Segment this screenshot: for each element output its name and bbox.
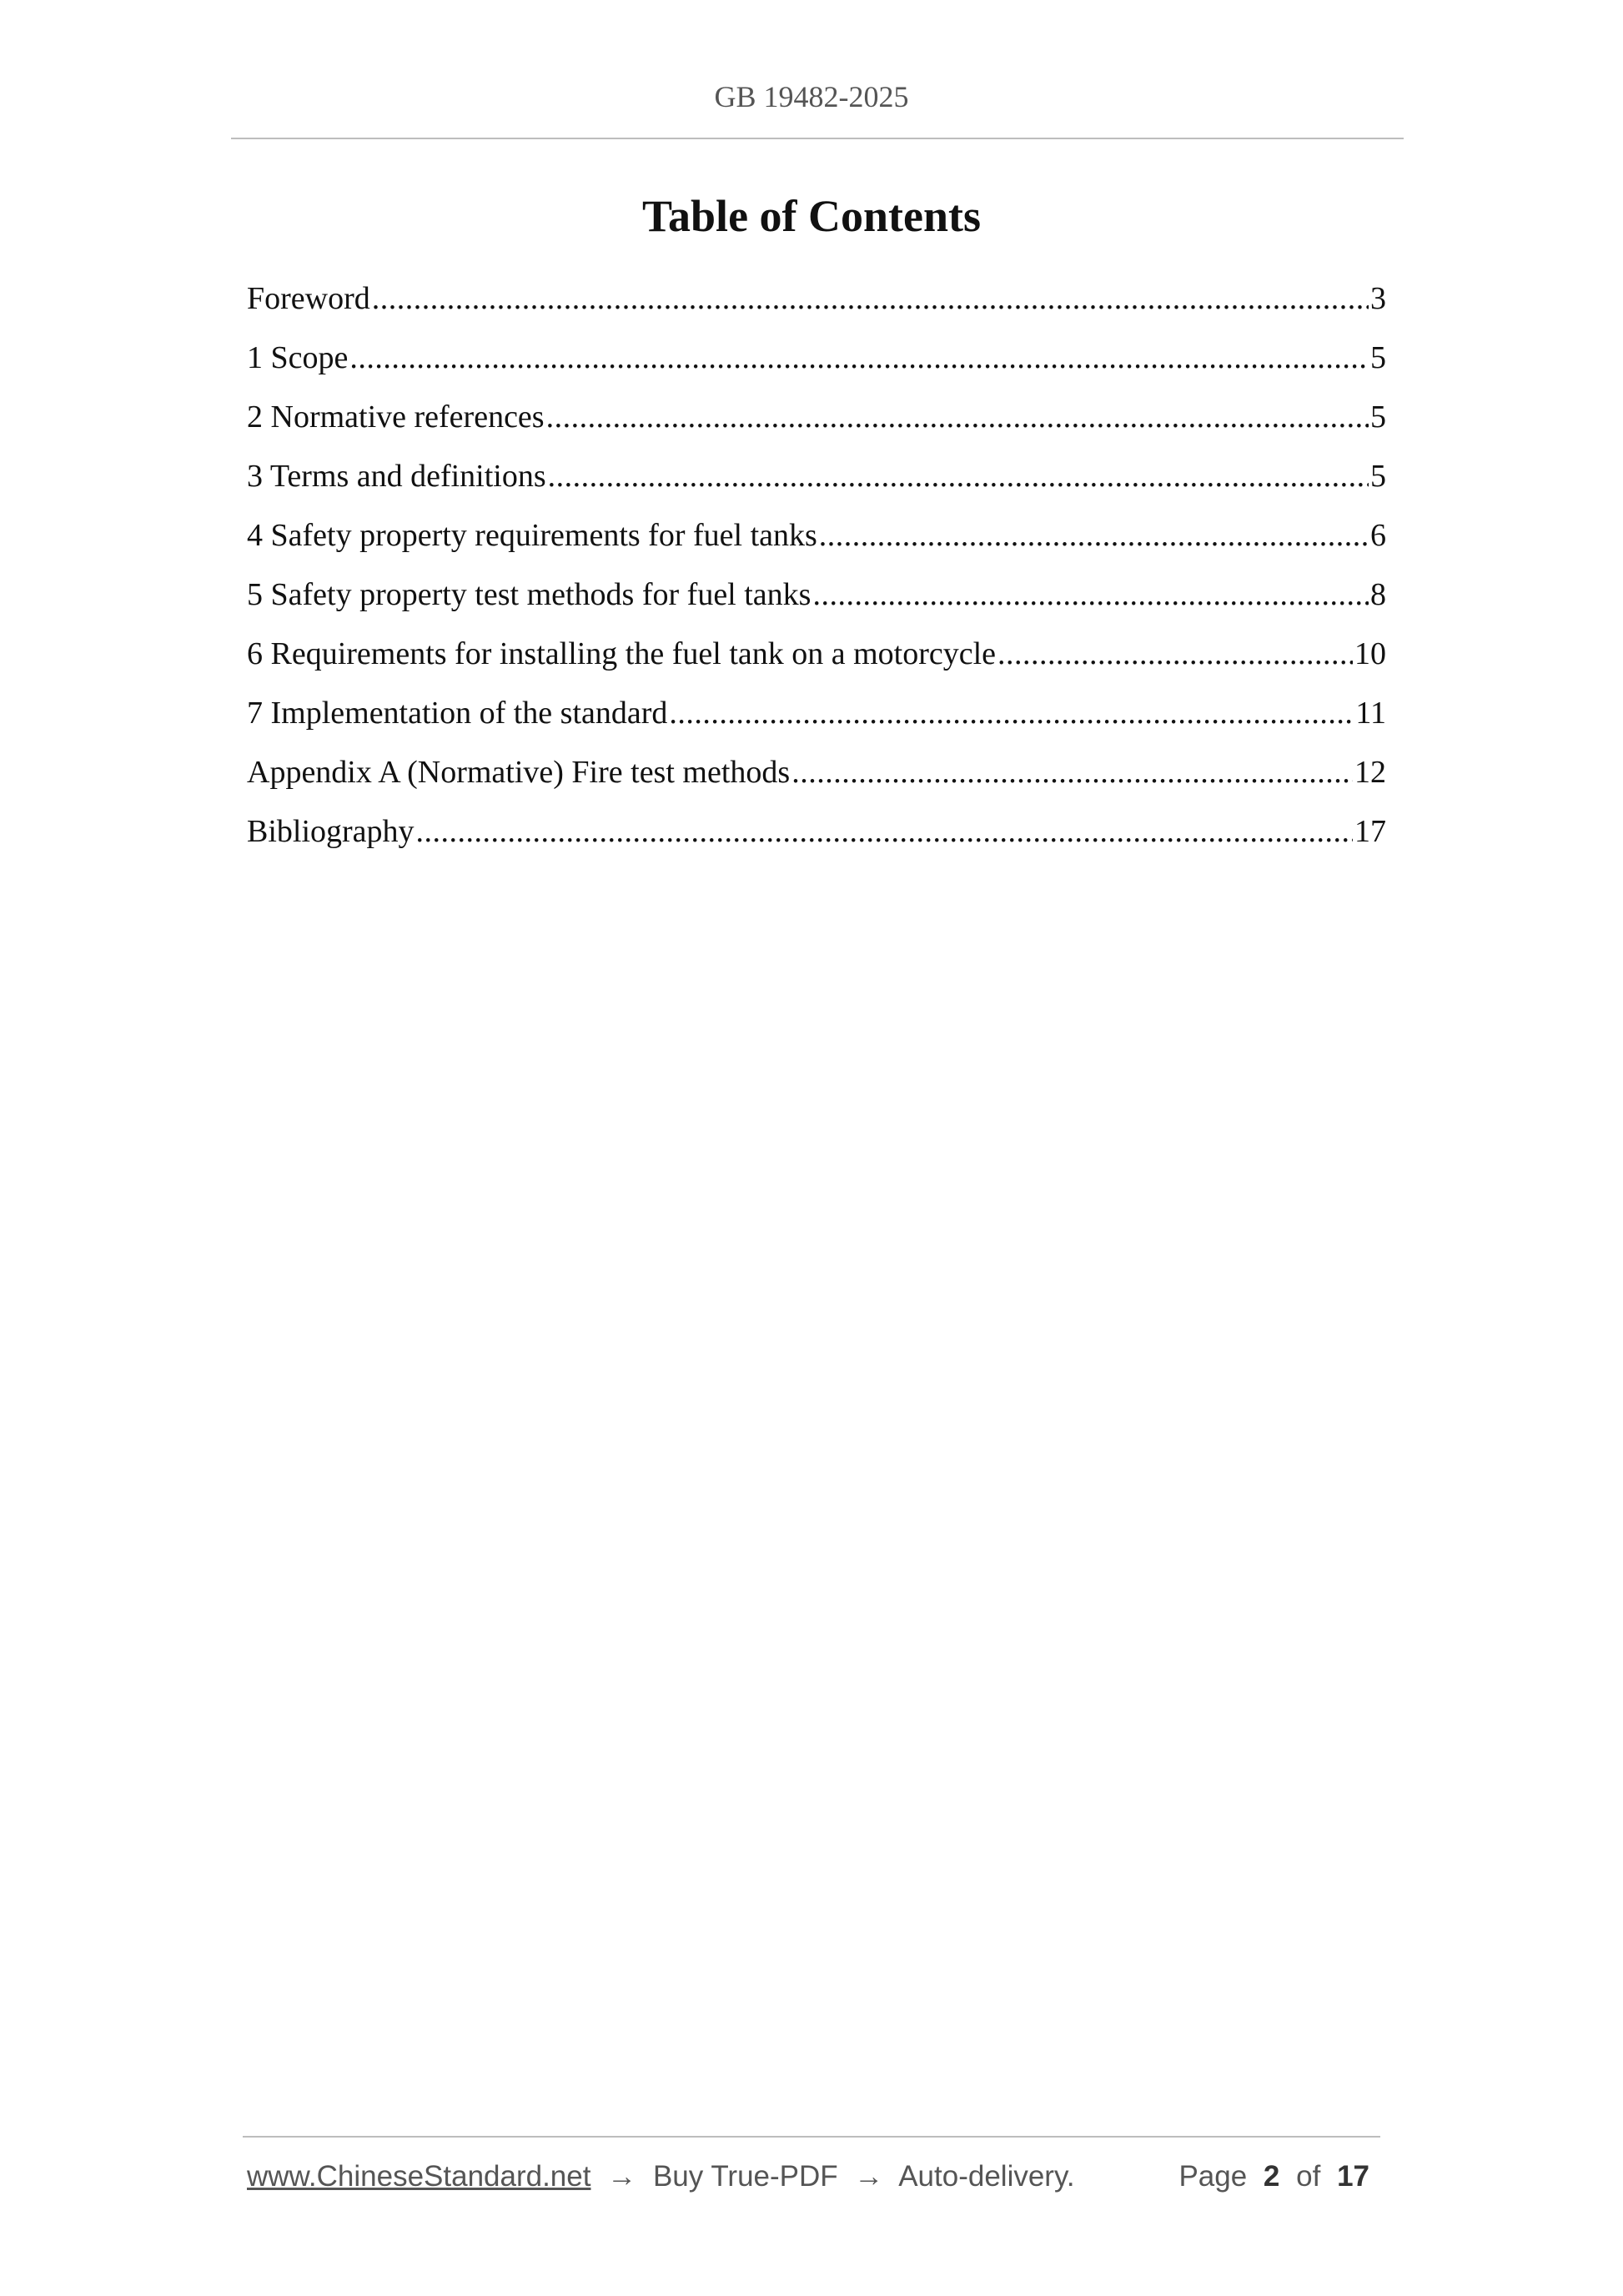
toc-entry-page: 6 (1370, 518, 1386, 553)
toc-entry-label: 6 Requirements for installing the fuel tank on a motorcycle (247, 636, 997, 671)
toc-entry-implementation[interactable] (247, 690, 1386, 749)
toc-dot-leader (548, 453, 1369, 500)
site-link[interactable]: www.ChineseStandard.net (247, 2160, 591, 2193)
toc-entry-label: 2 Normative references (247, 399, 545, 435)
toc-entry-test-methods[interactable] (247, 571, 1386, 631)
toc-entry-label: Bibliography (247, 814, 415, 849)
toc-dot-leader (416, 808, 1353, 855)
arrow-right-icon: → (854, 2160, 884, 2193)
page-total: 17 (1337, 2160, 1369, 2193)
toc-dot-leader (819, 512, 1369, 559)
delivery-text: Auto-delivery. (898, 2160, 1075, 2193)
toc-entry-page: 17 (1354, 814, 1386, 849)
toc-dot-leader (997, 631, 1353, 677)
toc-entry-page: 5 (1370, 399, 1386, 435)
page-current: 2 (1263, 2160, 1280, 2193)
buy-text: Buy True-PDF (652, 2160, 838, 2193)
page-footer (247, 2160, 1378, 2193)
toc-title: Table of Contents (641, 191, 982, 241)
running-header: GB 19482-2025 (714, 80, 909, 113)
toc-dot-leader (372, 275, 1369, 322)
toc-entry-label: 7 Implementation of the standard (247, 696, 668, 731)
toc-entry-label: 4 Safety property requirements for fuel tanks (247, 518, 817, 553)
header-divider (231, 138, 1404, 139)
arrow-right-icon: → (607, 2160, 637, 2193)
toc-entry-label: Foreword (247, 281, 370, 316)
toc-entry-label: 3 Terms and definitions (247, 459, 546, 494)
of-word: of (1296, 2160, 1321, 2193)
page-word: Page (1178, 2160, 1248, 2193)
toc-entry-appendix-a[interactable] (247, 749, 1386, 808)
toc-entry-page: 10 (1354, 636, 1386, 671)
toc-entry-bibliography[interactable] (247, 808, 1386, 867)
toc-entry-terms-definitions[interactable] (247, 453, 1386, 512)
toc-dot-leader (791, 749, 1353, 796)
toc-entry-installation-requirements[interactable] (247, 631, 1386, 690)
toc-entry-normative-references[interactable] (247, 394, 1386, 453)
footer-promo (247, 2160, 1075, 2193)
toc-entry-label: Appendix A (Normative) Fire test methods (247, 755, 791, 790)
footer-divider (243, 2136, 1380, 2138)
toc-entry-page: 5 (1370, 459, 1386, 494)
toc-dot-leader (669, 690, 1354, 736)
toc-entry-label: 1 Scope (247, 340, 349, 375)
toc-entry-page: 11 (1355, 696, 1386, 731)
toc-entry-safety-requirements[interactable] (247, 512, 1386, 571)
table-of-contents (247, 275, 1386, 867)
toc-entry-page: 5 (1370, 340, 1386, 375)
toc-entry-page: 12 (1354, 755, 1386, 790)
page-indicator (1178, 2160, 1378, 2193)
toc-entry-label: 5 Safety property test methods for fuel tanks (247, 577, 812, 612)
toc-entry-foreword[interactable] (247, 275, 1386, 334)
toc-dot-leader (812, 571, 1369, 618)
toc-dot-leader (349, 334, 1369, 381)
toc-entry-page: 8 (1370, 577, 1386, 612)
toc-entry-page: 3 (1370, 281, 1386, 316)
toc-dot-leader (546, 394, 1369, 440)
toc-entry-scope[interactable] (247, 334, 1386, 394)
